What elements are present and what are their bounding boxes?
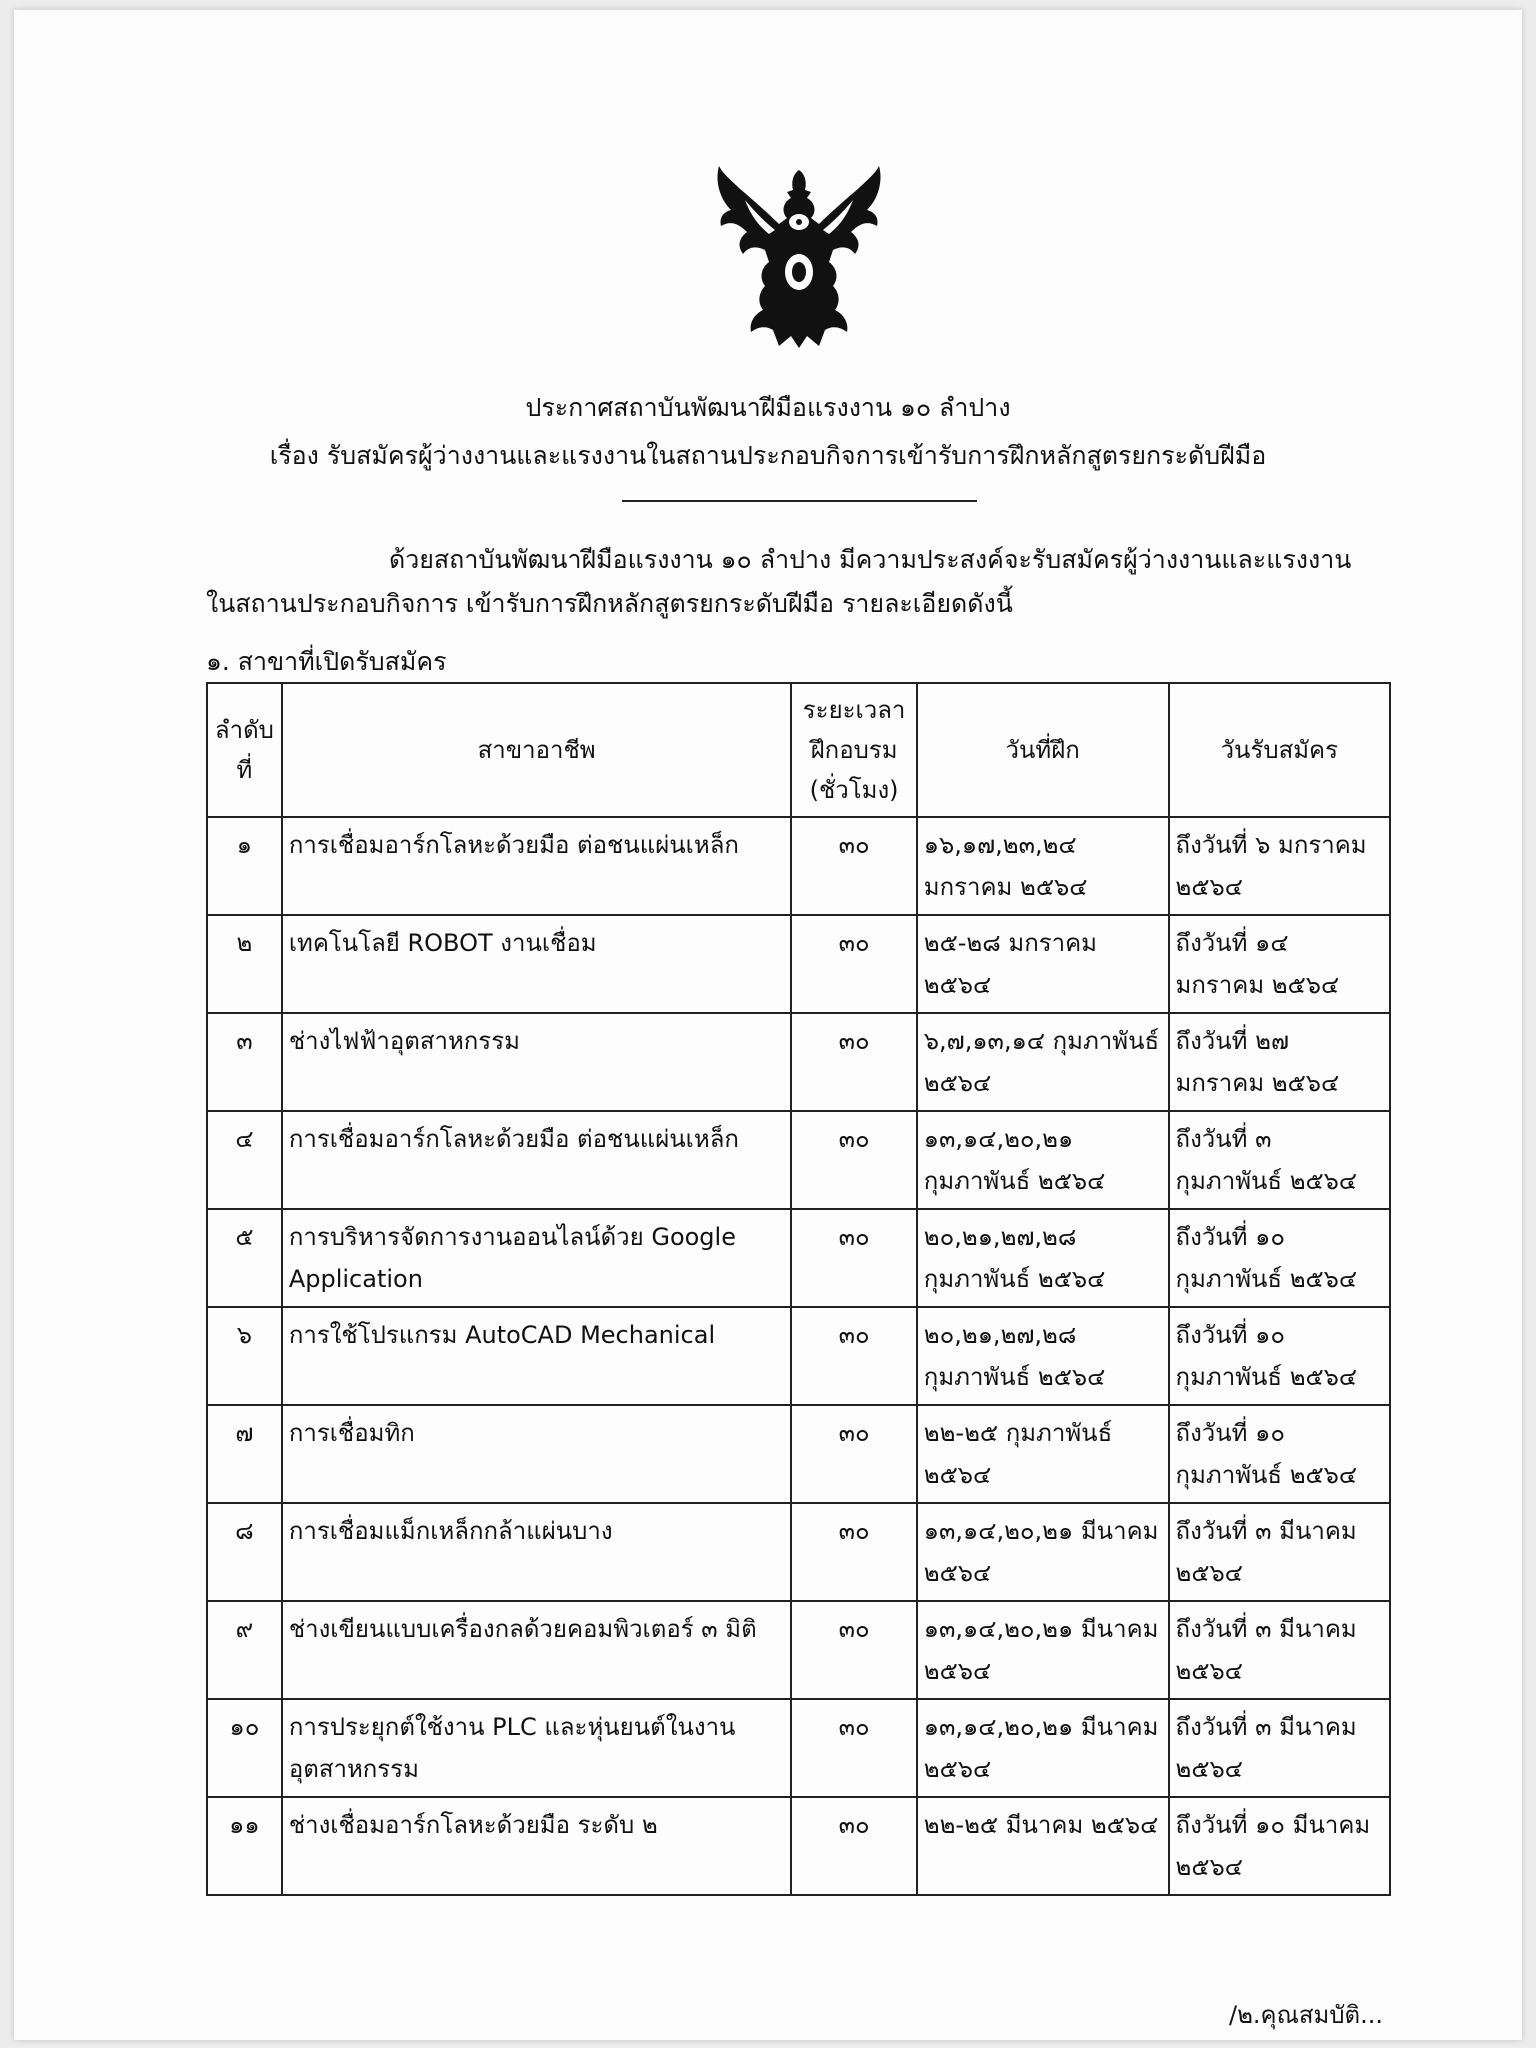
table-row (207, 1699, 1390, 1797)
cell-dates: ๒๒-๒๕ มีนาคม ๒๕๖๔ (917, 1797, 1169, 1895)
cell-register: ถึงวันที่ ๓ มีนาคม ๒๕๖๔ (1169, 1503, 1390, 1601)
cell-dates: ๑๖,๑๗,๒๓,๒๔ มกราคม ๒๕๖๔ (917, 817, 1169, 915)
cell-branch: การเชื่อมทิก (282, 1405, 792, 1503)
cell-dates: ๑๓,๑๔,๒๐,๒๑ มีนาคม ๒๕๖๔ (917, 1503, 1169, 1601)
document-page (14, 10, 1522, 2040)
cell-branch: การเชื่อมอาร์กโลหะด้วยมือ ต่อชนแผ่นเหล็ก (282, 1111, 792, 1209)
cell-dates: ๑๓,๑๔,๒๐,๒๑ มีนาคม ๒๕๖๔ (917, 1601, 1169, 1699)
cell-no: ๙ (207, 1601, 282, 1699)
cell-hours: ๓๐ (791, 1699, 916, 1797)
intro-line-2: ในสถานประกอบกิจการ เข้ารับการฝึกหลักสูตรยกระดับฝีมือ รายละเอียดดังนี้ (206, 589, 1013, 618)
header-hours-line2: ฝึกอบรม (810, 736, 898, 764)
table-row (207, 1209, 1390, 1307)
section-title: ๑. สาขาที่เปิดรับสมัคร (206, 647, 447, 676)
cell-hours: ๓๐ (791, 1405, 916, 1503)
header-no-line1: ลำดับ (214, 716, 274, 744)
cell-dates: ๒๒-๒๕ กุมภาพันธ์ ๒๕๖๔ (917, 1405, 1169, 1503)
table-row (207, 1797, 1390, 1895)
table-row (207, 1307, 1390, 1405)
cell-hours: ๓๐ (791, 1601, 916, 1699)
heading-divider (622, 500, 977, 502)
cell-branch: การเชื่อมอาร์กโลหะด้วยมือ ต่อชนแผ่นเหล็ก (282, 817, 792, 915)
table-row (207, 1111, 1390, 1209)
cell-branch: การใช้โปรแกรม AutoCAD Mechanical (282, 1307, 792, 1405)
cell-no: ๑ (207, 817, 282, 915)
cell-hours: ๓๐ (791, 817, 916, 915)
cell-dates: ๒๕-๒๘ มกราคม ๒๕๖๔ (917, 915, 1169, 1013)
header-hours (791, 683, 916, 817)
cell-branch: การเชื่อมแม็กเหล็กกล้าแผ่นบาง (282, 1503, 792, 1601)
cell-register: ถึงวันที่ ๑๐ กุมภาพันธ์ ๒๕๖๔ (1169, 1405, 1390, 1503)
cell-no: ๘ (207, 1503, 282, 1601)
header-hours-line1: ระยะเวลา (802, 696, 906, 724)
header-hours-line3: (ชั่วโมง) (809, 776, 899, 804)
cell-no: ๑๐ (207, 1699, 282, 1797)
cell-register: ถึงวันที่ ๑๐ มีนาคม ๒๕๖๔ (1169, 1797, 1390, 1895)
cell-hours: ๓๐ (791, 1503, 916, 1601)
garuda-emblem (709, 160, 889, 355)
cell-hours: ๓๐ (791, 1797, 916, 1895)
cell-dates: ๒๐,๒๑,๒๗,๒๘ กุมภาพันธ์ ๒๕๖๔ (917, 1209, 1169, 1307)
cell-dates: ๑๓,๑๔,๒๐,๒๑ มีนาคม ๒๕๖๔ (917, 1699, 1169, 1797)
cell-dates: ๑๓,๑๔,๒๐,๒๑ กุมภาพันธ์ ๒๕๖๔ (917, 1111, 1169, 1209)
header-no-line2: ที่ (236, 756, 253, 784)
intro-line-1: ด้วยสถาบันพัฒนาฝีมือแรงงาน ๑๐ ลำปาง มีความประสงค์จะรับสมัครผู้ว่างงานและแรงงาน (389, 545, 1352, 574)
cell-register: ถึงวันที่ ๑๐ กุมภาพันธ์ ๒๕๖๔ (1169, 1307, 1390, 1405)
cell-no: ๓ (207, 1013, 282, 1111)
cell-branch: การประยุกต์ใช้งาน PLC และหุ่นยนต์ในงานอุตสาหกรรม (282, 1699, 792, 1797)
cell-hours: ๓๐ (791, 1307, 916, 1405)
cell-branch: เทคโนโลยี ROBOT งานเชื่อม (282, 915, 792, 1013)
announcement-subject: เรื่อง รับสมัครผู้ว่างงานและแรงงานในสถานประกอบกิจการเข้ารับการฝึกหลักสูตรยกระดับฝีมือ (269, 441, 1267, 470)
table-row (207, 1405, 1390, 1503)
courses-table (206, 682, 1391, 1896)
table-row (207, 1503, 1390, 1601)
header-branch: สาขาอาชีพ (282, 683, 792, 817)
continuation-note: /๒.คุณสมบัติ... (1229, 2001, 1384, 2029)
table-row (207, 915, 1390, 1013)
cell-register: ถึงวันที่ ๑๔ มกราคม ๒๕๖๔ (1169, 915, 1390, 1013)
cell-no: ๗ (207, 1405, 282, 1503)
cell-no: ๖ (207, 1307, 282, 1405)
cell-register: ถึงวันที่ ๑๐ กุมภาพันธ์ ๒๕๖๔ (1169, 1209, 1390, 1307)
cell-no: ๔ (207, 1111, 282, 1209)
cell-dates: ๖,๗,๑๓,๑๔ กุมภาพันธ์ ๒๕๖๔ (917, 1013, 1169, 1111)
header-register: วันรับสมัคร (1169, 683, 1390, 817)
cell-register: ถึงวันที่ ๓ กุมภาพันธ์ ๒๕๖๔ (1169, 1111, 1390, 1209)
header-dates: วันที่ฝึก (917, 683, 1169, 817)
cell-hours: ๓๐ (791, 1209, 916, 1307)
cell-register: ถึงวันที่ ๓ มีนาคม ๒๕๖๔ (1169, 1699, 1390, 1797)
table-row (207, 1601, 1390, 1699)
cell-branch: ช่างเชื่อมอาร์กโลหะด้วยมือ ระดับ ๒ (282, 1797, 792, 1895)
cell-branch: ช่างเขียนแบบเครื่องกลด้วยคอมพิวเตอร์ ๓ มิติ (282, 1601, 792, 1699)
cell-hours: ๓๐ (791, 1013, 916, 1111)
cell-hours: ๓๐ (791, 915, 916, 1013)
cell-branch: การบริหารจัดการงานออนไลน์ด้วย Google Application (282, 1209, 792, 1307)
header-no (207, 683, 282, 817)
cell-dates: ๒๐,๒๑,๒๗,๒๘ กุมภาพันธ์ ๒๕๖๔ (917, 1307, 1169, 1405)
cell-hours: ๓๐ (791, 1111, 916, 1209)
cell-no: ๑๑ (207, 1797, 282, 1895)
table-row (207, 817, 1390, 915)
cell-no: ๒ (207, 915, 282, 1013)
cell-branch: ช่างไฟฟ้าอุตสาหกรรม (282, 1013, 792, 1111)
announcement-title: ประกาศสถาบันพัฒนาฝีมือแรงงาน ๑๐ ลำปาง (525, 393, 1011, 422)
cell-no: ๕ (207, 1209, 282, 1307)
cell-register: ถึงวันที่ ๓ มีนาคม ๒๕๖๔ (1169, 1601, 1390, 1699)
cell-register: ถึงวันที่ ๒๗ มกราคม ๒๕๖๔ (1169, 1013, 1390, 1111)
table-row (207, 1013, 1390, 1111)
cell-register: ถึงวันที่ ๖ มกราคม ๒๕๖๔ (1169, 817, 1390, 915)
table-header-row (207, 683, 1390, 817)
